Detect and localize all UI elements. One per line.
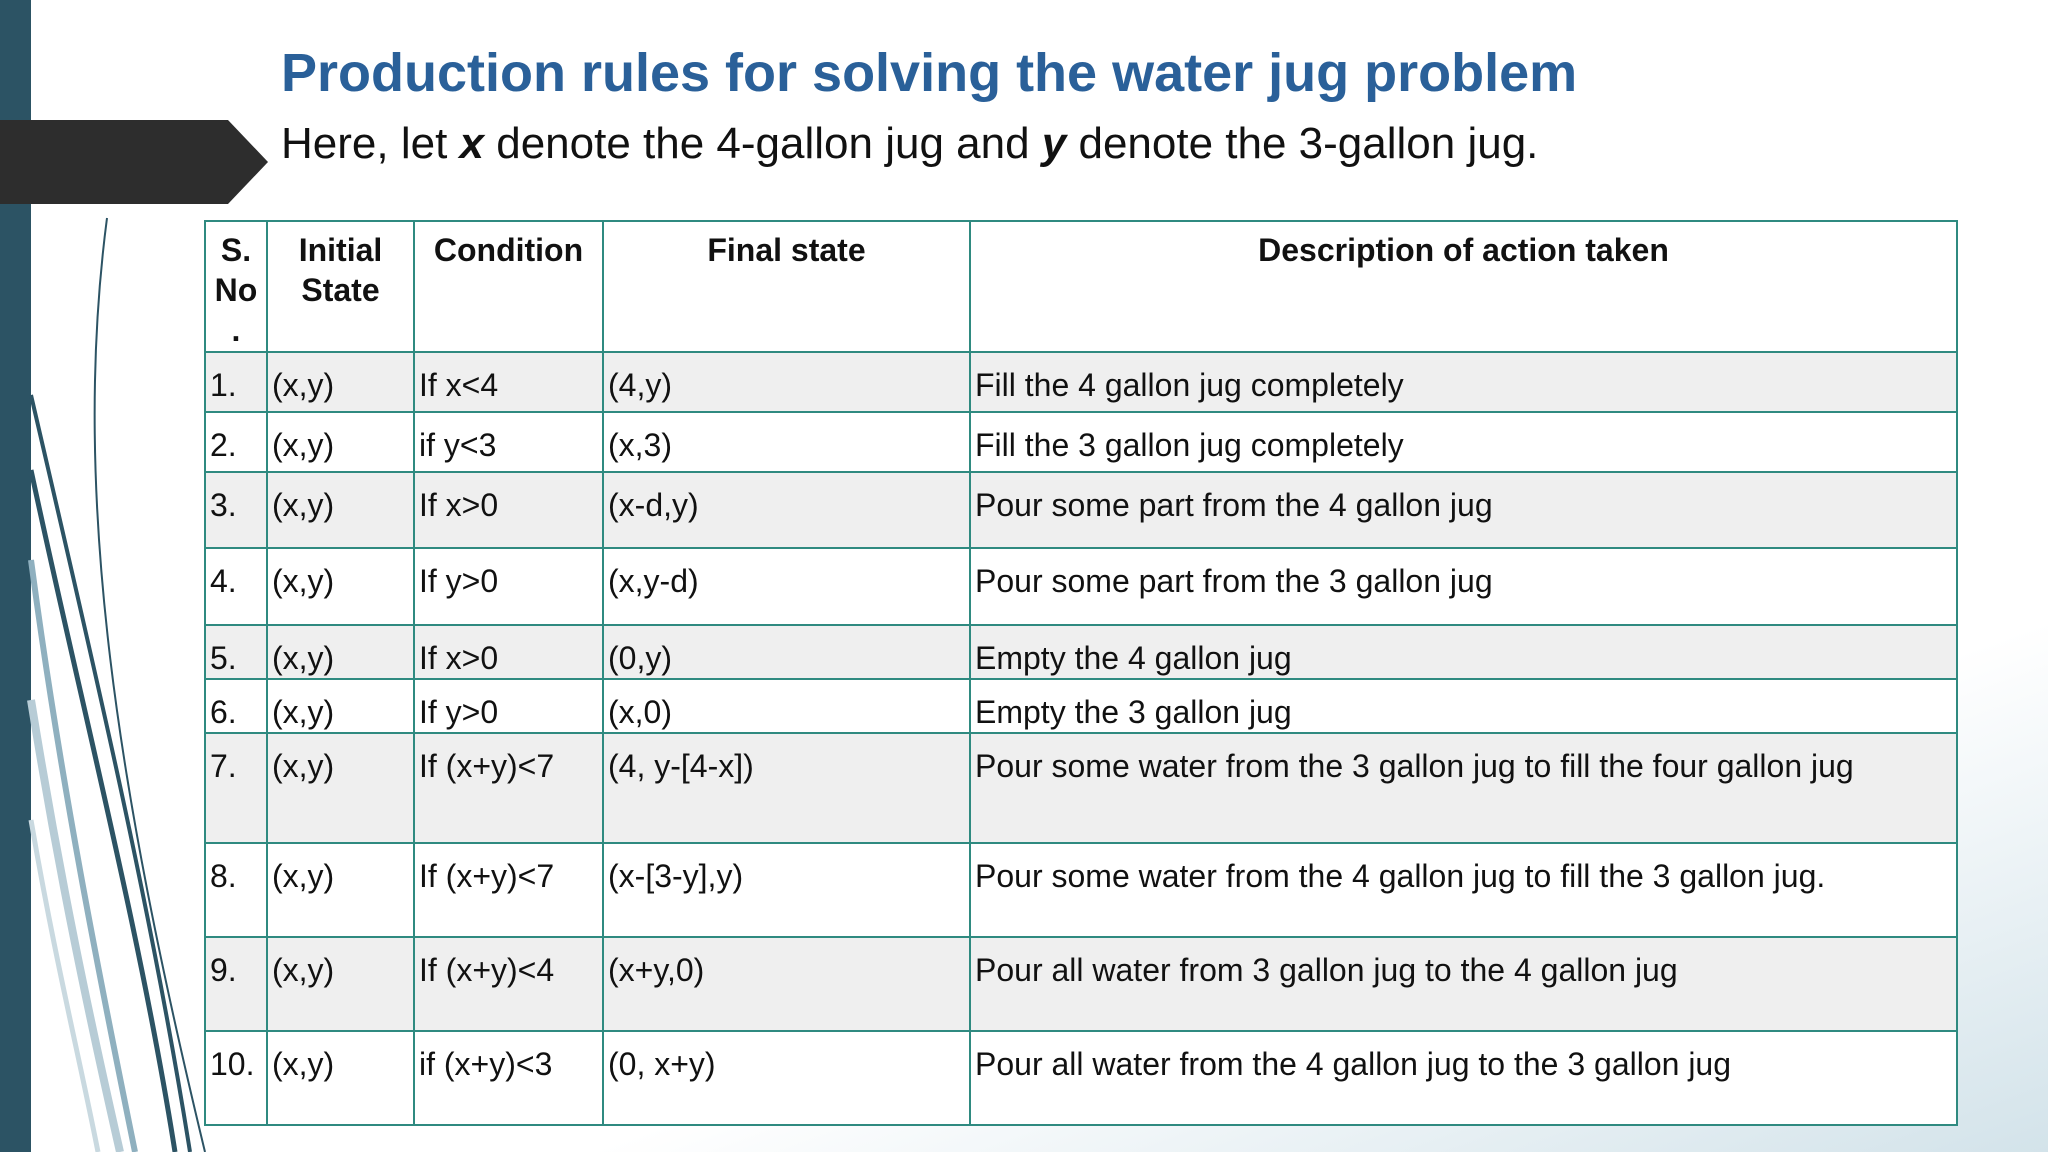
header-sno-line2: No: [214, 272, 258, 308]
cell-initial: (x,y): [267, 937, 414, 1031]
subtitle-part1: Here, let: [281, 119, 460, 168]
cell-condition: If (x+y)<4: [414, 937, 603, 1031]
cell-initial: (x,y): [267, 733, 414, 843]
table-header-row: [205, 221, 1957, 352]
cell-condition: If x>0: [414, 625, 603, 679]
cell-description: Pour all water from 3 gallon jug to the 4 gallon jug: [970, 937, 1957, 1031]
cell-sno: 9.: [205, 937, 267, 1031]
cell-description: Empty the 3 gallon jug: [970, 679, 1957, 733]
subtitle-part3: denote the 3-gallon jug.: [1066, 119, 1539, 168]
cell-sno: 10.: [205, 1031, 267, 1125]
title-arrow-shape: [0, 120, 268, 204]
cell-sno: 8.: [205, 843, 267, 937]
header-sno: [205, 221, 267, 352]
table-row: [205, 548, 1957, 625]
cell-description: Fill the 3 gallon jug completely: [970, 412, 1957, 472]
cell-description: Pour some water from the 4 gallon jug to fill the 3 gallon jug.: [970, 843, 1957, 937]
cell-final: (x+y,0): [603, 937, 970, 1031]
cell-condition: If (x+y)<7: [414, 843, 603, 937]
subtitle-var-x: x: [459, 119, 484, 168]
table-row: [205, 625, 1957, 679]
cell-condition: if y<3: [414, 412, 603, 472]
cell-initial: (x,y): [267, 472, 414, 548]
header-sno-line1: S.: [220, 232, 252, 268]
cell-condition: If x<4: [414, 352, 603, 412]
cell-initial: (x,y): [267, 625, 414, 679]
cell-final: (4,y): [603, 352, 970, 412]
cell-final: (0, x+y): [603, 1031, 970, 1125]
cell-description: Empty the 4 gallon jug: [970, 625, 1957, 679]
table-row: [205, 733, 1957, 843]
cell-description: Pour some part from the 4 gallon jug: [970, 472, 1957, 548]
table-row: [205, 679, 1957, 733]
cell-condition: If y>0: [414, 548, 603, 625]
table-row: [205, 937, 1957, 1031]
cell-description: Pour some part from the 3 gallon jug: [970, 548, 1957, 625]
cell-sno: 1.: [205, 352, 267, 412]
cell-final: (0,y): [603, 625, 970, 679]
cell-final: (4, y-[4-x]): [603, 733, 970, 843]
header-sno-line3: .: [231, 312, 241, 348]
cell-initial: (x,y): [267, 1031, 414, 1125]
cell-initial: (x,y): [267, 548, 414, 625]
cell-condition: if (x+y)<3: [414, 1031, 603, 1125]
table-row: [205, 843, 1957, 937]
header-initial-line1: Initial: [298, 232, 383, 268]
table-row: [205, 352, 1957, 412]
cell-initial: (x,y): [267, 412, 414, 472]
cell-description: Pour some water from the 3 gallon jug to fill the four gallon jug: [970, 733, 1957, 843]
cell-final: (x-d,y): [603, 472, 970, 548]
cell-description: Fill the 4 gallon jug completely: [970, 352, 1957, 412]
subtitle-part2: denote the 4-gallon jug and: [484, 119, 1042, 168]
cell-initial: (x,y): [267, 843, 414, 937]
table-row: [205, 412, 1957, 472]
header-condition: Condition: [414, 221, 603, 352]
cell-sno: 4.: [205, 548, 267, 625]
header-description: Description of action taken: [970, 221, 1957, 352]
slide-subtitle: [281, 114, 1538, 174]
cell-condition: If y>0: [414, 679, 603, 733]
cell-final: (x,y-d): [603, 548, 970, 625]
cell-final: (x,0): [603, 679, 970, 733]
cell-condition: If (x+y)<7: [414, 733, 603, 843]
cell-sno: 7.: [205, 733, 267, 843]
cell-sno: 2.: [205, 412, 267, 472]
header-final-state: Final state: [603, 221, 970, 352]
table-row: [205, 472, 1957, 548]
cell-condition: If x>0: [414, 472, 603, 548]
cell-final: (x,3): [603, 412, 970, 472]
header-initial-state: [267, 221, 414, 352]
header-initial-line2: State: [301, 272, 380, 308]
cell-initial: (x,y): [267, 679, 414, 733]
cell-final: (x-[3-y],y): [603, 843, 970, 937]
production-rules-table: [204, 220, 1958, 1126]
cell-sno: 6.: [205, 679, 267, 733]
cell-sno: 3.: [205, 472, 267, 548]
table-row: [205, 1031, 1957, 1125]
cell-sno: 5.: [205, 625, 267, 679]
cell-description: Pour all water from the 4 gallon jug to the 3 gallon jug: [970, 1031, 1957, 1125]
slide-title: Production rules for solving the water jug problem: [281, 43, 1578, 103]
cell-initial: (x,y): [267, 352, 414, 412]
subtitle-var-y: y: [1041, 119, 1067, 168]
